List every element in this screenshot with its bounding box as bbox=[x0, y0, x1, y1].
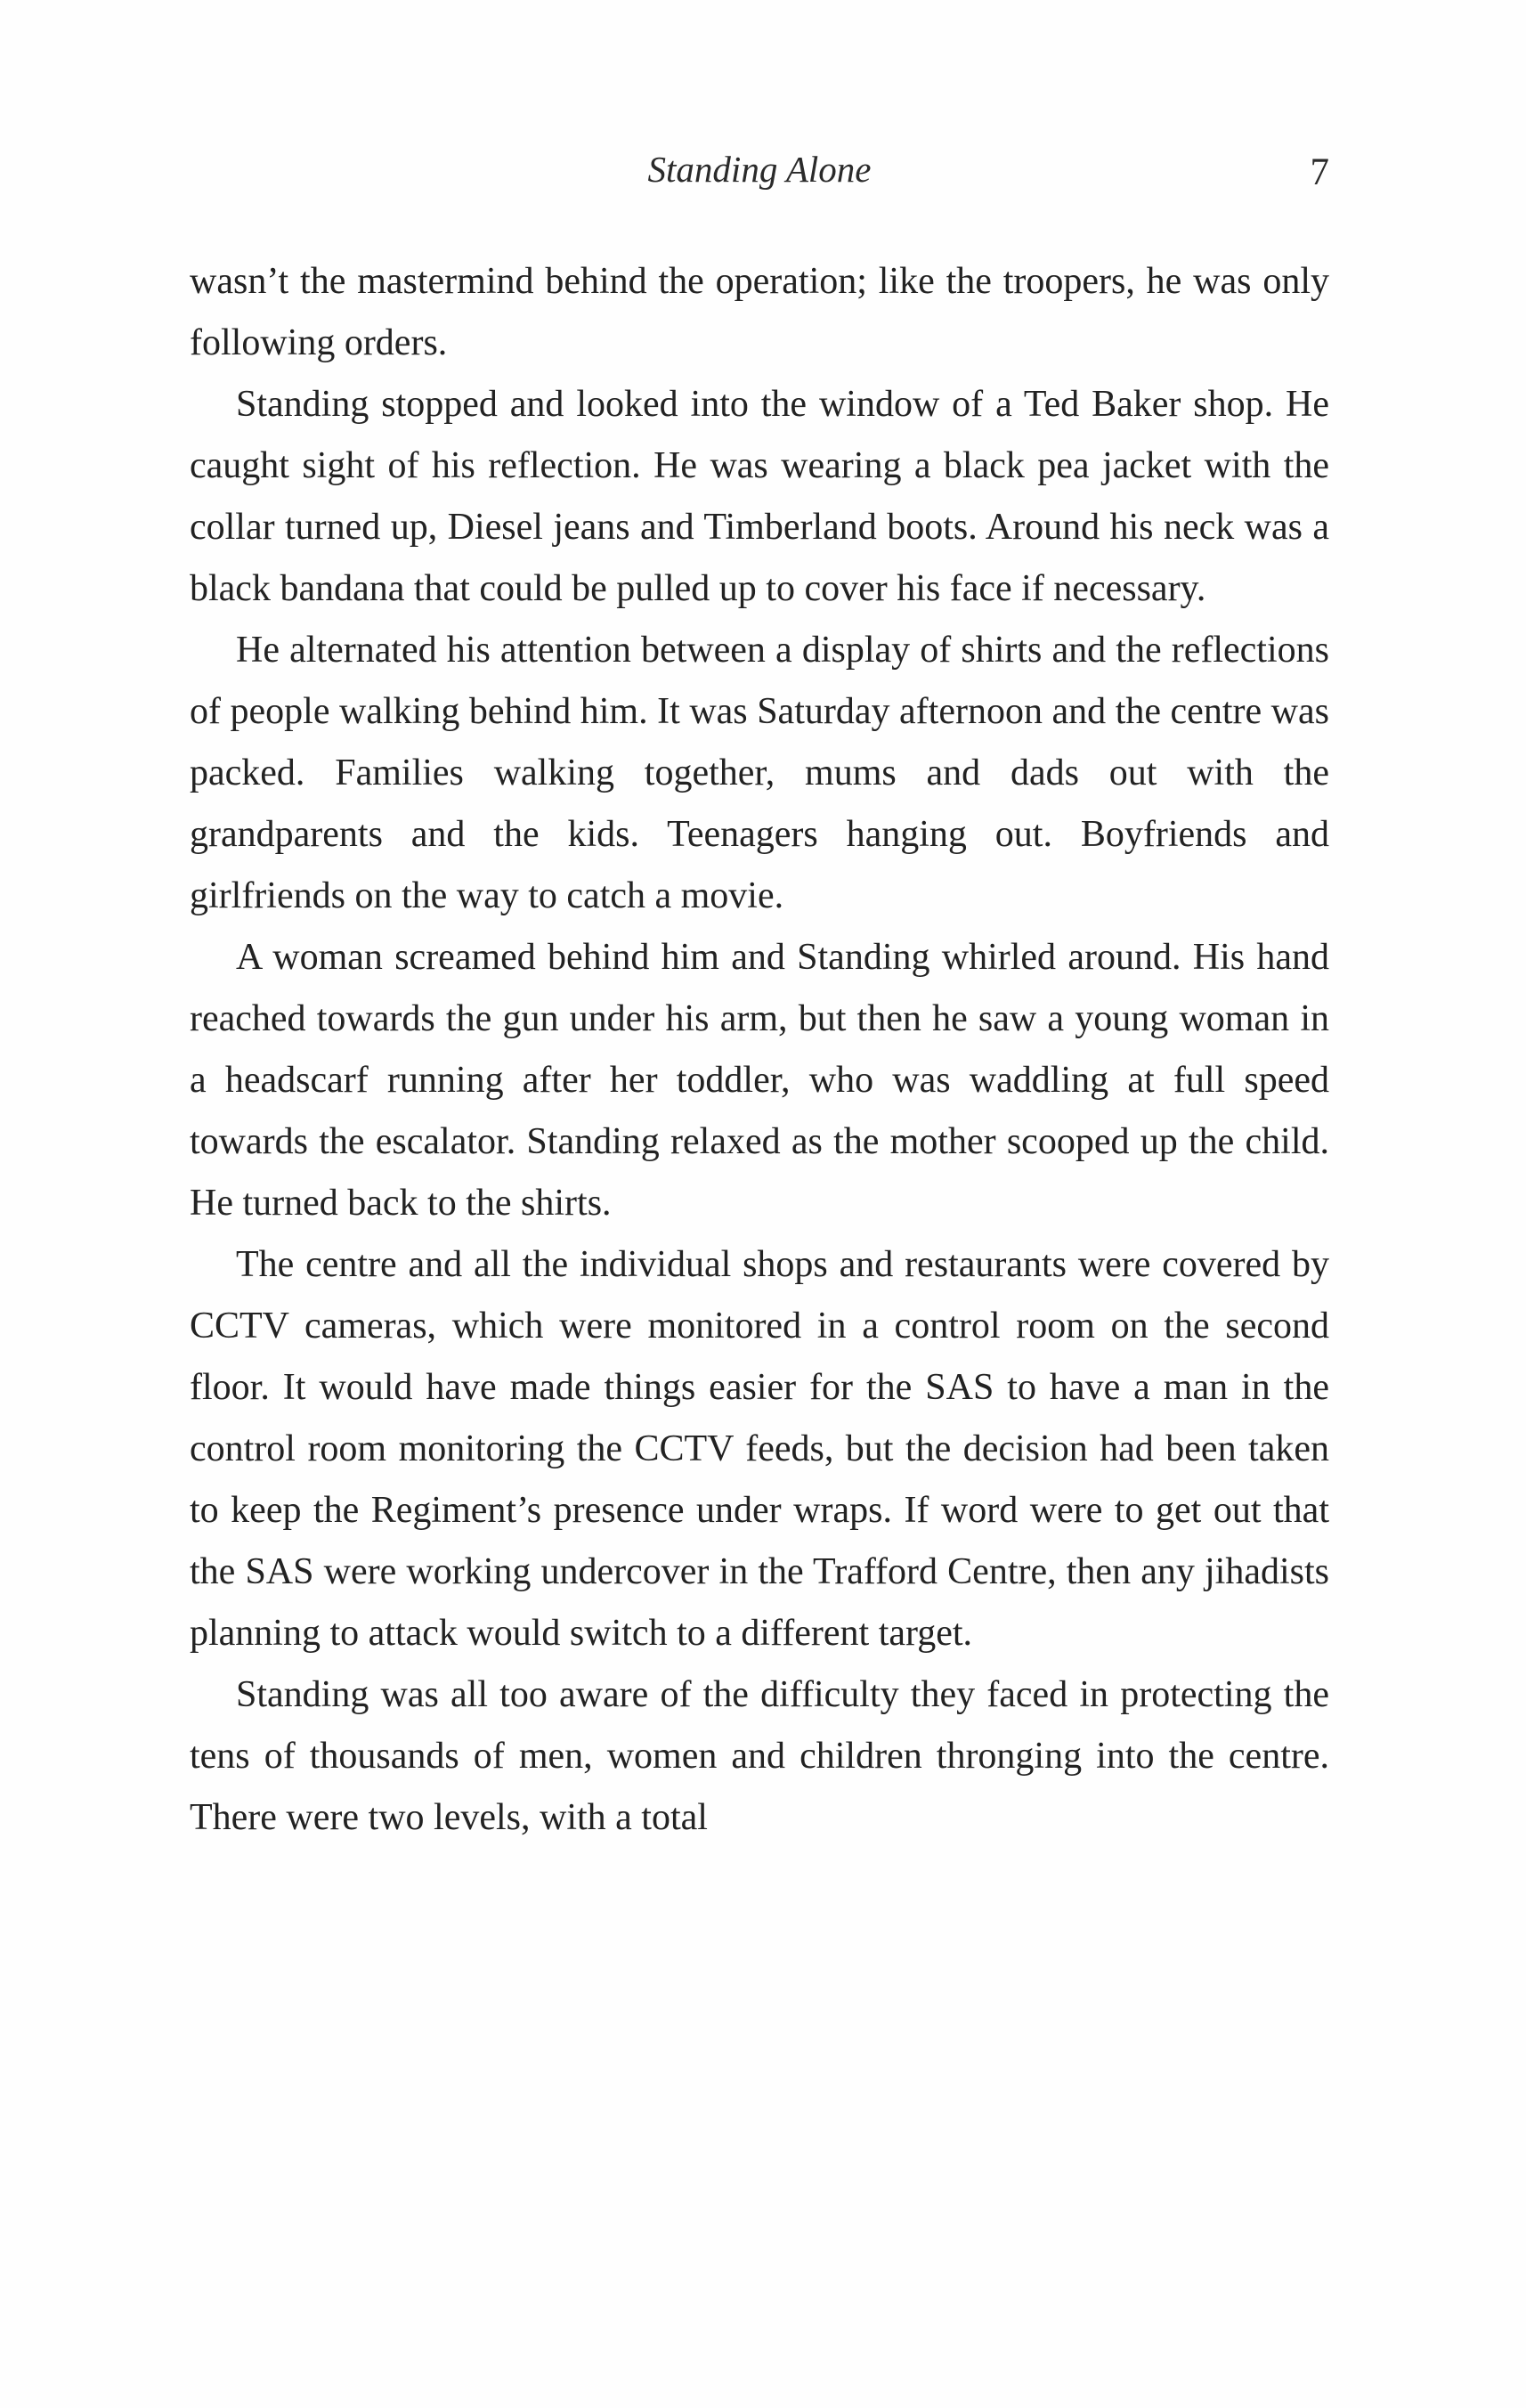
paragraph-6: Standing was all too aware of the difficulty they faced in protecting the tens of thousands of men, women and children thronging into the centre. There were two levels, with a total bbox=[190, 1674, 1329, 1838]
paragraph-4: A woman screamed behind him and Standing whirled around. His hand reached towards the gun under his arm, but then he saw a young woman in a headscarf running after her toddler, who was waddling at full speed towards the escalator. Standing relaxed as the mother scooped up the child. He turned back to the shirts. bbox=[190, 937, 1329, 1224]
body-text bbox=[190, 251, 1329, 1849]
paragraph-1: wasn’t the mastermind behind the operation; like the troopers, he was only following orders. bbox=[190, 261, 1329, 363]
paragraph-2: Standing stopped and looked into the window of a Ted Baker shop. He caught sight of his reflection. He was wearing a black pea jacket with the collar turned up, Diesel jeans and Timberland boots. Around his neck was a black bandana that could be pulled up to cover his face if necessary. bbox=[190, 384, 1329, 609]
running-title: Standing Alone bbox=[647, 149, 872, 190]
running-head bbox=[190, 142, 1329, 196]
paragraph-3: He alternated his attention between a display of shirts and the reflections of people walking behind him. It was Saturday afternoon and the centre was packed. Families walking together, mums and dads out with the grandparents and the kids. Teenagers hanging out. Boyfriends and girlfriends on the way to catch a movie. bbox=[190, 630, 1329, 916]
page-number: 7 bbox=[1310, 151, 1329, 193]
paragraph-5: The centre and all the individual shops and restaurants were covered by CCTV cameras, which were monitored in a control room on the second floor. It would have made things easier for the SAS to have a man in the control room monitoring the CCTV feeds, but the decision had been taken to keep the Regiment’s presence under wraps. If word were to get out that the SAS were working undercover in the Trafford Centre, then any jihadists planning to attack would switch to a different target. bbox=[190, 1244, 1329, 1654]
